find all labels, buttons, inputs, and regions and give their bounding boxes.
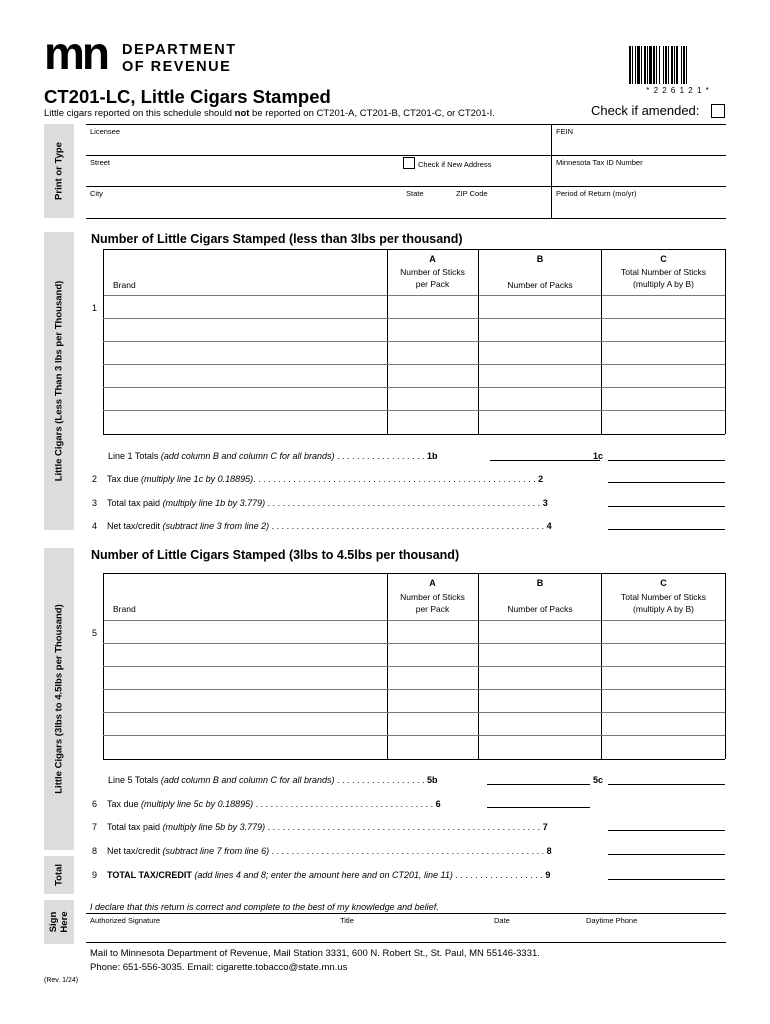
street-field[interactable]: [86, 156, 396, 186]
barcode-bar: [653, 46, 655, 84]
s2-col-c-letter: C: [660, 578, 667, 588]
form-title: CT201-LC, Little Cigars Stamped: [44, 86, 331, 107]
licensee-label: Licensee: [90, 127, 121, 136]
title-label: Title: [340, 916, 354, 925]
line6-dots: . . . . . . . . . . . . . . . . . . . . . . . . . . . . . . . . . . . .: [253, 799, 436, 809]
line2-note: (multiply line 1c by 0.18895): [141, 474, 254, 484]
phone-label: Daytime Phone: [586, 916, 638, 925]
line2-num: 2: [92, 474, 98, 484]
s1-col-right: [725, 249, 726, 434]
city-field[interactable]: [86, 187, 396, 217]
sign-side-label: [48, 911, 70, 932]
section2-title: Number of Little Cigars Stamped (3lbs to 4.5lbs per thousand): [91, 548, 460, 562]
line8-row: [92, 846, 552, 856]
sign-word: Sign: [48, 911, 59, 933]
line3-input[interactable]: [608, 506, 725, 507]
line7-dots: . . . . . . . . . . . . . . . . . . . . . . . . . . . . . . . . . . . . . . . . . . . . . . . . . . . . . . .: [265, 822, 543, 832]
line8-input[interactable]: [608, 854, 725, 855]
mailing-address: Mail to Minnesota Department of Revenue, Mail Station 3331, 600 N. Robert St., St. Paul, MN 55146-3331.: [90, 948, 540, 959]
date-field[interactable]: [492, 914, 582, 942]
s2-col-right: [725, 573, 726, 759]
line1b-input[interactable]: [490, 460, 600, 461]
zip-label: ZIP Code: [456, 189, 488, 198]
s1-row-number: 1: [92, 303, 98, 313]
line1-totals-label: Line 1 Totals: [108, 451, 159, 461]
line1-totals-note: (add column B and column C for all brands): [160, 451, 335, 461]
line3-row: [92, 498, 548, 508]
line1-totals: [108, 451, 438, 461]
subtitle-not: not: [234, 108, 250, 119]
revision-date: (Rev. 1/24): [44, 977, 79, 984]
signature-field[interactable]: [86, 914, 336, 942]
mn-tax-id-field[interactable]: [552, 156, 726, 186]
line2-input[interactable]: [608, 482, 725, 483]
barcode-bar: [656, 46, 657, 84]
line1b-ref: 1b: [427, 451, 438, 461]
section1-title: Number of Little Cigars Stamped (less than 3lbs per thousand): [91, 232, 463, 246]
department-logo: [44, 27, 244, 79]
barcode-bar: [665, 46, 667, 84]
s2-table-bottom: [103, 759, 725, 760]
s2-table-rows[interactable]: [104, 621, 724, 758]
barcode-number: * 2 2 6 1 2 1 *: [646, 86, 710, 95]
s2-col-a-letter: A: [429, 578, 436, 588]
period-field[interactable]: [552, 187, 726, 217]
line4-note: (subtract line 3 from line 2): [162, 521, 270, 531]
barcode-bar: [629, 46, 631, 84]
line5b-input[interactable]: [487, 784, 590, 785]
sign-sidebar: [44, 900, 74, 944]
period-label: Period of Return (mo/yr): [556, 189, 637, 198]
barcode-bar: [637, 46, 640, 84]
section2-sidebar: [44, 548, 74, 850]
line9-text: TOTAL TAX/CREDIT: [107, 870, 192, 880]
line6-input[interactable]: [487, 807, 590, 808]
barcode-bar: [686, 46, 687, 84]
barcode-bar: [647, 46, 648, 84]
barcode-bar: [644, 46, 646, 84]
s1-col-a-letter: A: [429, 254, 436, 264]
barcode-bar: [681, 46, 682, 84]
line5-totals-dots: . . . . . . . . . . . . . . . . . .: [334, 775, 428, 785]
print-or-type-label: Print or Type: [53, 142, 65, 200]
line8-text: Net tax/credit: [107, 846, 161, 856]
line4-num: 4: [92, 521, 98, 531]
section2-side-label: Little Cigars (3lbs to 4.5lbs per Thousand): [53, 604, 65, 794]
s1-col-c-header: Total Number of Sticks (multiply A by B): [620, 267, 707, 289]
line7-input[interactable]: [608, 830, 725, 831]
print-or-type-sidebar: [44, 124, 74, 218]
line9-num: 9: [92, 870, 98, 880]
barcode-bar: [659, 46, 660, 84]
here-word: Here: [59, 911, 70, 933]
line7-ref: 7: [542, 822, 548, 832]
line2-ref: 2: [538, 474, 544, 484]
barcode: [629, 46, 725, 84]
state-field[interactable]: [400, 187, 450, 217]
s2-col-b-header: Number of Packs: [507, 604, 573, 614]
line7-note: (multiply line 5b by 3.779): [162, 822, 266, 832]
line7-row: [92, 822, 548, 832]
line9-dots: . . . . . . . . . . . . . . . . . .: [452, 870, 546, 880]
s1-col-b-header: Number of Packs: [507, 280, 573, 290]
logo-dept-line1: DEPARTMENT: [122, 42, 237, 58]
licensee-field[interactable]: [86, 125, 550, 155]
line5c-ref: 5c: [593, 775, 604, 785]
section1-side-label: Little Cigars (Less Than 3 lbs per Thousand): [53, 280, 65, 482]
s1-header-top: [103, 249, 725, 250]
subtitle-post: be reported on CT201-A, CT201-B, CT201-C, or CT201-I.: [249, 108, 495, 119]
line4-dots: . . . . . . . . . . . . . . . . . . . . . . . . . . . . . . . . . . . . . . . . . . . . . . . . . . . . . . .: [269, 521, 547, 531]
state-label: State: [406, 189, 424, 198]
amended-checkbox[interactable]: [711, 104, 725, 118]
title-field[interactable]: [338, 914, 490, 942]
line4-row: [92, 521, 552, 531]
s1-col-c-letter: C: [660, 254, 667, 264]
line6-row: [92, 799, 441, 809]
barcode-bar: [635, 46, 636, 84]
barcode-bars: [629, 46, 687, 84]
line6-num: 6: [92, 799, 98, 809]
line1-totals-dots: . . . . . . . . . . . . . . . . . .: [334, 451, 428, 461]
phone-field[interactable]: [584, 914, 726, 942]
line4-text: Net tax/credit: [107, 521, 161, 531]
barcode-bar: [676, 46, 678, 84]
s2-col-b-letter: B: [536, 578, 544, 588]
line8-ref: 8: [546, 846, 552, 856]
line9-ref: 9: [545, 870, 551, 880]
date-label: Date: [494, 916, 510, 925]
logo-mark: mn: [44, 27, 107, 79]
line5c-input[interactable]: [608, 784, 725, 785]
line1c-ref: 1c: [593, 451, 604, 461]
licensee-bottom-line: [86, 218, 726, 219]
line8-dots: . . . . . . . . . . . . . . . . . . . . . . . . . . . . . . . . . . . . . . . . . . . . . . . . . . . . . . .: [269, 846, 547, 856]
line4-ref: 4: [546, 521, 552, 531]
form-subtitle: [44, 108, 495, 119]
amended-label: Check if amended:: [591, 103, 700, 118]
line7-text: Total tax paid: [107, 822, 161, 832]
line8-note: (subtract line 7 from line 6): [162, 846, 270, 856]
s2-row-number: 5: [92, 628, 98, 638]
new-address-label: Check if New Address: [418, 160, 492, 169]
s2-header-top: [103, 573, 725, 574]
line7-num: 7: [92, 822, 98, 832]
new-address-checkbox[interactable]: [403, 157, 415, 169]
s1-brand-header: Brand: [113, 280, 136, 290]
contact-info: Phone: 651-556-3035. Email: cigarette.tobacco@state.mn.us: [90, 962, 348, 973]
subtitle-pre: Little cigars reported on this schedule should: [44, 108, 235, 119]
s1-col-b-letter: B: [536, 254, 544, 264]
line3-note: (multiply line 1b by 3.779): [162, 498, 266, 508]
signature-bottom-line: [86, 942, 726, 943]
line4-input[interactable]: [608, 529, 725, 530]
barcode-bar: [649, 46, 652, 84]
line8-num: 8: [92, 846, 98, 856]
line3-text: Total tax paid: [107, 498, 161, 508]
mn-tax-id-label: Minnesota Tax ID Number: [556, 158, 643, 167]
city-label: City: [90, 189, 103, 198]
line9-note: (add lines 4 and 8; enter the amount here and on CT201, line 11): [194, 870, 453, 880]
line5-totals-label: Line 5 Totals: [108, 775, 159, 785]
line9-row: [92, 870, 550, 880]
s1-col-a-header: Number of Sticks per Pack: [400, 267, 465, 289]
barcode-bar: [632, 46, 633, 84]
signature-label: Authorized Signature: [90, 916, 161, 925]
fein-label: FEIN: [556, 127, 574, 136]
barcode-bar: [671, 46, 673, 84]
line5-totals: [108, 775, 438, 785]
line5b-ref: 5b: [427, 775, 438, 785]
s1-table-rows[interactable]: [104, 296, 724, 433]
s2-col-a-header: Number of Sticks per Pack: [400, 592, 465, 614]
line2-text: Tax due: [107, 474, 139, 484]
line1c-input[interactable]: [608, 460, 725, 461]
barcode-bar: [668, 46, 669, 84]
street-label: Street: [90, 158, 111, 167]
line6-note: (multiply line 5c by 0.18895): [141, 799, 254, 809]
barcode-bar: [683, 46, 685, 84]
total-sidebar: [44, 856, 74, 894]
zip-field[interactable]: [452, 187, 550, 217]
line3-dots: . . . . . . . . . . . . . . . . . . . . . . . . . . . . . . . . . . . . . . . . . . . . . . . . . . . . . . .: [265, 498, 543, 508]
declaration: I declare that this return is correct and complete to the best of my knowledge and belief.: [90, 902, 439, 912]
line2-dots: . . . . . . . . . . . . . . . . . . . . . . . . . . . . . . . . . . . . . . . . . . . . . . . . . . . . . . . . .: [253, 474, 539, 484]
barcode-bar: [663, 46, 664, 84]
fein-field[interactable]: [552, 125, 726, 155]
line9-input[interactable]: [608, 879, 725, 880]
line6-ref: 6: [435, 799, 441, 809]
s1-table-bottom: [103, 434, 725, 435]
s2-brand-header: Brand: [113, 604, 136, 614]
total-side-label: Total: [53, 864, 65, 886]
s2-col-c-header: Total Number of Sticks (multiply A by B): [620, 592, 707, 614]
line2-row: [92, 474, 543, 484]
line3-ref: 3: [542, 498, 548, 508]
line6-text: Tax due: [107, 799, 139, 809]
logo-dept-line2: OF REVENUE: [122, 59, 232, 75]
barcode-bar: [641, 46, 642, 84]
barcode-bar: [674, 46, 675, 84]
section1-sidebar: [44, 232, 74, 530]
line3-num: 3: [92, 498, 98, 508]
line5-totals-note: (add column B and column C for all brands): [160, 775, 335, 785]
